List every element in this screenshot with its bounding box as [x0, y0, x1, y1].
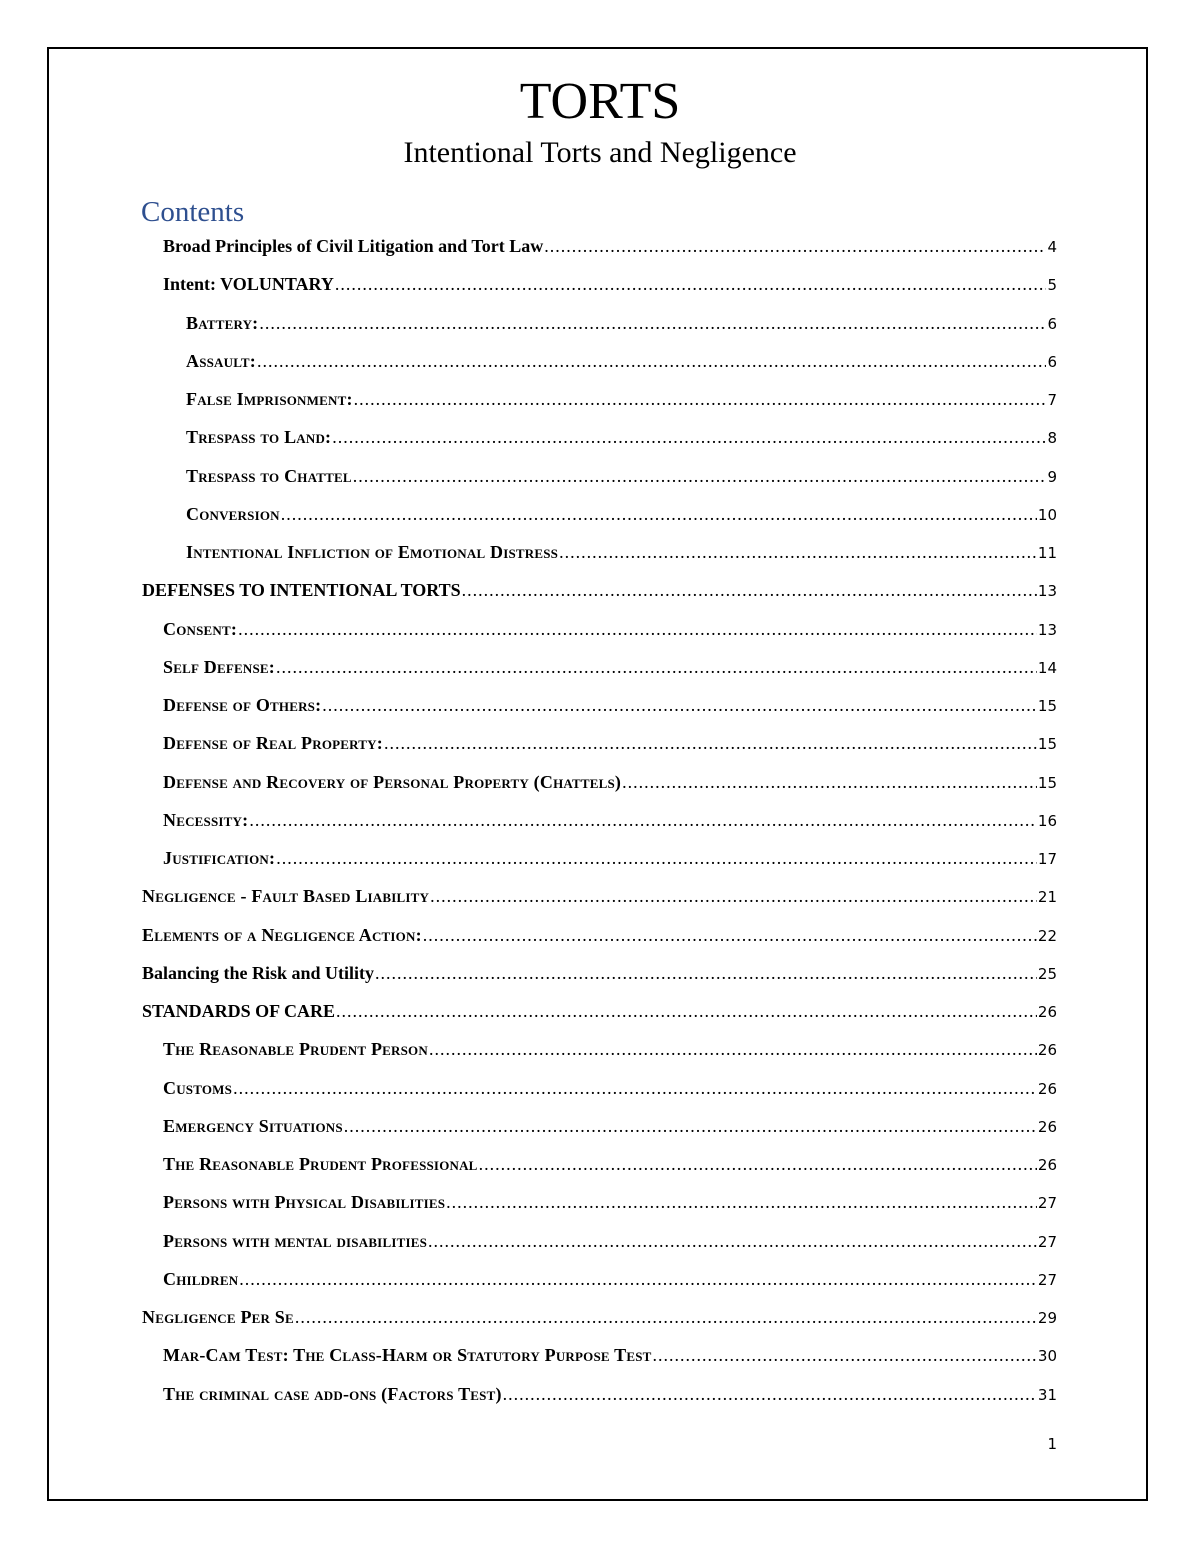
- document-title: TORTS: [519, 73, 681, 130]
- toc-dot-leader: [336, 993, 1037, 1029]
- toc-entry-page: 26: [1037, 1117, 1057, 1136]
- toc-entry-page: 25: [1037, 964, 1057, 983]
- toc-entry-title: Battery:: [186, 312, 259, 333]
- toc-entry-title: Intent: VOLUNTARY: [163, 274, 334, 295]
- toc-dot-leader: [384, 725, 1037, 761]
- toc-dot-leader: [375, 955, 1037, 991]
- toc-entry[interactable]: [163, 266, 1057, 302]
- toc-entry[interactable]: [163, 1146, 1057, 1182]
- toc-entry[interactable]: [163, 687, 1057, 723]
- toc-entry-title: Mar-Cam Test: The Class-Harm or Statutory Purpose Test: [163, 1345, 652, 1366]
- toc-entry[interactable]: [186, 381, 1057, 417]
- toc-entry-title: Defense of Real Property:: [163, 733, 383, 754]
- toc-entry[interactable]: [163, 228, 1057, 264]
- toc-dot-leader: [353, 458, 1047, 494]
- toc-dot-leader: [559, 534, 1037, 570]
- toc-entry-title: Persons with Physical Disabilities: [163, 1192, 446, 1213]
- toc-entry[interactable]: [163, 1031, 1057, 1067]
- toc-entry[interactable]: [163, 1108, 1057, 1144]
- toc-entry[interactable]: [163, 802, 1057, 838]
- toc-entry-page: 11: [1037, 544, 1057, 562]
- toc-dot-leader: [233, 1070, 1037, 1106]
- toc-entry-page: 13: [1037, 582, 1057, 601]
- toc-entry-page: 16: [1037, 811, 1057, 830]
- toc-entry-page: 26: [1037, 1041, 1057, 1060]
- toc-dot-leader: [322, 687, 1037, 723]
- toc-entry-title: Emergency Situations: [163, 1115, 343, 1136]
- toc-entry-page: 15: [1037, 735, 1057, 754]
- toc-entry-title: The Reasonable Prudent Person: [163, 1039, 428, 1060]
- toc-entry[interactable]: [163, 1184, 1057, 1220]
- toc-entry-title: Broad Principles of Civil Litigation and Tort Law: [163, 236, 544, 256]
- toc-entry-title: Conversion: [186, 503, 280, 524]
- toc-entry-title: Defense and Recovery of Personal Property (Chattels): [163, 771, 622, 792]
- toc-entry-page: 6: [1047, 314, 1057, 333]
- toc-dot-leader: [335, 266, 1047, 302]
- toc-entry-title: Elements of a Negligence Action:: [142, 924, 422, 945]
- toc-entry-title: Necessity:: [163, 809, 249, 830]
- toc-entry[interactable]: [163, 1337, 1057, 1373]
- toc-dot-leader: [503, 1376, 1037, 1412]
- toc-entry[interactable]: [142, 993, 1057, 1029]
- toc-entry[interactable]: [142, 955, 1057, 991]
- toc-entry-page: 8: [1047, 429, 1057, 448]
- toc-dot-leader: [276, 649, 1037, 685]
- toc-entry[interactable]: [163, 1070, 1057, 1106]
- toc-entry-page: 22: [1037, 926, 1057, 945]
- toc-entry-page: 17: [1037, 850, 1057, 868]
- toc-entry-page: 21: [1037, 888, 1057, 907]
- toc-entry-page: 14: [1037, 658, 1057, 677]
- toc-entry-page: 29: [1037, 1309, 1057, 1327]
- toc-entry-title: Negligence Per Se: [142, 1307, 294, 1327]
- toc-dot-leader: [238, 611, 1037, 647]
- toc-entry-page: 26: [1037, 1003, 1057, 1021]
- toc-entry[interactable]: [163, 1376, 1057, 1412]
- toc-dot-leader: [462, 572, 1037, 608]
- toc-entry[interactable]: [186, 343, 1057, 379]
- toc-entry-title: Consent:: [163, 618, 238, 639]
- toc-entry-title: Balancing the Risk and Utility: [142, 962, 375, 983]
- toc-entry-page: 15: [1037, 773, 1057, 792]
- contents-heading: Contents: [141, 196, 245, 228]
- toc-entry-title: The criminal case add-ons (Factors Test): [163, 1383, 502, 1404]
- toc-entry-title: False Imprisonment:: [186, 389, 353, 409]
- document-subtitle: Intentional Torts and Negligence: [403, 136, 797, 169]
- toc-entry[interactable]: [163, 611, 1057, 647]
- toc-entry-page: 6: [1047, 352, 1057, 371]
- toc-dot-leader: [332, 419, 1046, 455]
- toc-entry-title: STANDARDS OF CARE: [142, 1001, 336, 1021]
- toc-entry-title: Justification:: [163, 848, 276, 868]
- toc-entry-title: Children: [163, 1268, 239, 1289]
- toc-entry[interactable]: [186, 496, 1057, 532]
- toc-entry[interactable]: [142, 917, 1057, 953]
- toc-entry[interactable]: [163, 1223, 1057, 1259]
- toc-entry[interactable]: [186, 419, 1057, 455]
- toc-entry-page: 13: [1037, 620, 1057, 639]
- toc-entry-page: 5: [1047, 276, 1057, 295]
- toc-entry-page: 26: [1037, 1156, 1057, 1174]
- toc-entry-page: 15: [1037, 697, 1057, 715]
- toc-entry-title: DEFENSES TO INTENTIONAL TORTS: [142, 580, 461, 601]
- toc-entry-title: Trespass to Chattel: [186, 465, 352, 486]
- toc-entry-title: Customs: [163, 1077, 233, 1098]
- toc-entry[interactable]: [163, 840, 1057, 876]
- toc-entry-title: Self Defense:: [163, 656, 275, 677]
- toc-entry-title: Defense of Others:: [163, 695, 322, 715]
- toc-dot-leader: [239, 1261, 1037, 1297]
- toc-dot-leader: [544, 228, 1046, 264]
- toc-dot-leader: [354, 381, 1047, 417]
- toc-entry-page: 27: [1037, 1194, 1057, 1213]
- toc-entry-page: 4: [1047, 238, 1057, 256]
- toc-entry[interactable]: [163, 764, 1057, 800]
- toc-dot-leader: [423, 917, 1037, 953]
- toc-entry[interactable]: [163, 1261, 1057, 1297]
- toc-entry[interactable]: [163, 725, 1057, 761]
- toc-entry[interactable]: [142, 878, 1057, 914]
- toc-entry-page: 27: [1037, 1232, 1057, 1251]
- toc-dot-leader: [249, 802, 1037, 838]
- page-number: 1: [1047, 1435, 1057, 1453]
- toc-entry-page: 30: [1037, 1347, 1057, 1366]
- toc-dot-leader: [622, 764, 1037, 800]
- toc-entry[interactable]: [142, 1299, 1057, 1335]
- toc-dot-leader: [276, 840, 1037, 876]
- toc-dot-leader: [653, 1337, 1037, 1373]
- toc-entry-page: 31: [1037, 1385, 1057, 1404]
- toc-entry[interactable]: [186, 305, 1057, 341]
- toc-dot-leader: [281, 496, 1037, 532]
- toc-dot-leader: [428, 1223, 1037, 1259]
- toc-dot-leader: [446, 1184, 1037, 1220]
- toc-entry[interactable]: [163, 649, 1057, 685]
- toc-entry-page: 26: [1037, 1079, 1057, 1098]
- toc-entry-title: Intentional Infliction of Emotional Distress: [186, 542, 559, 562]
- toc-entry-page: 7: [1047, 391, 1057, 409]
- toc-dot-leader: [430, 878, 1037, 914]
- toc-entry-page: 10: [1037, 505, 1057, 524]
- toc-dot-leader: [479, 1146, 1037, 1182]
- toc-entry-title: Persons with mental disabilities: [163, 1230, 428, 1251]
- toc-dot-leader: [259, 305, 1046, 341]
- toc-dot-leader: [295, 1299, 1037, 1335]
- toc-dot-leader: [257, 343, 1046, 379]
- toc-entry-title: Assault:: [186, 350, 256, 371]
- toc-entry-title: Negligence - Fault Based Liability: [142, 886, 430, 907]
- toc-entry[interactable]: [186, 534, 1057, 570]
- toc-entry-title: The Reasonable Prudent Professional: [163, 1154, 478, 1174]
- toc-dot-leader: [429, 1031, 1037, 1067]
- toc-entry[interactable]: [142, 572, 1057, 608]
- toc-entry[interactable]: [186, 458, 1057, 494]
- toc-dot-leader: [344, 1108, 1037, 1144]
- toc-entry-title: Trespass to Land:: [186, 427, 332, 448]
- toc-entry-page: 9: [1047, 467, 1057, 486]
- toc-entry-page: 27: [1037, 1270, 1057, 1289]
